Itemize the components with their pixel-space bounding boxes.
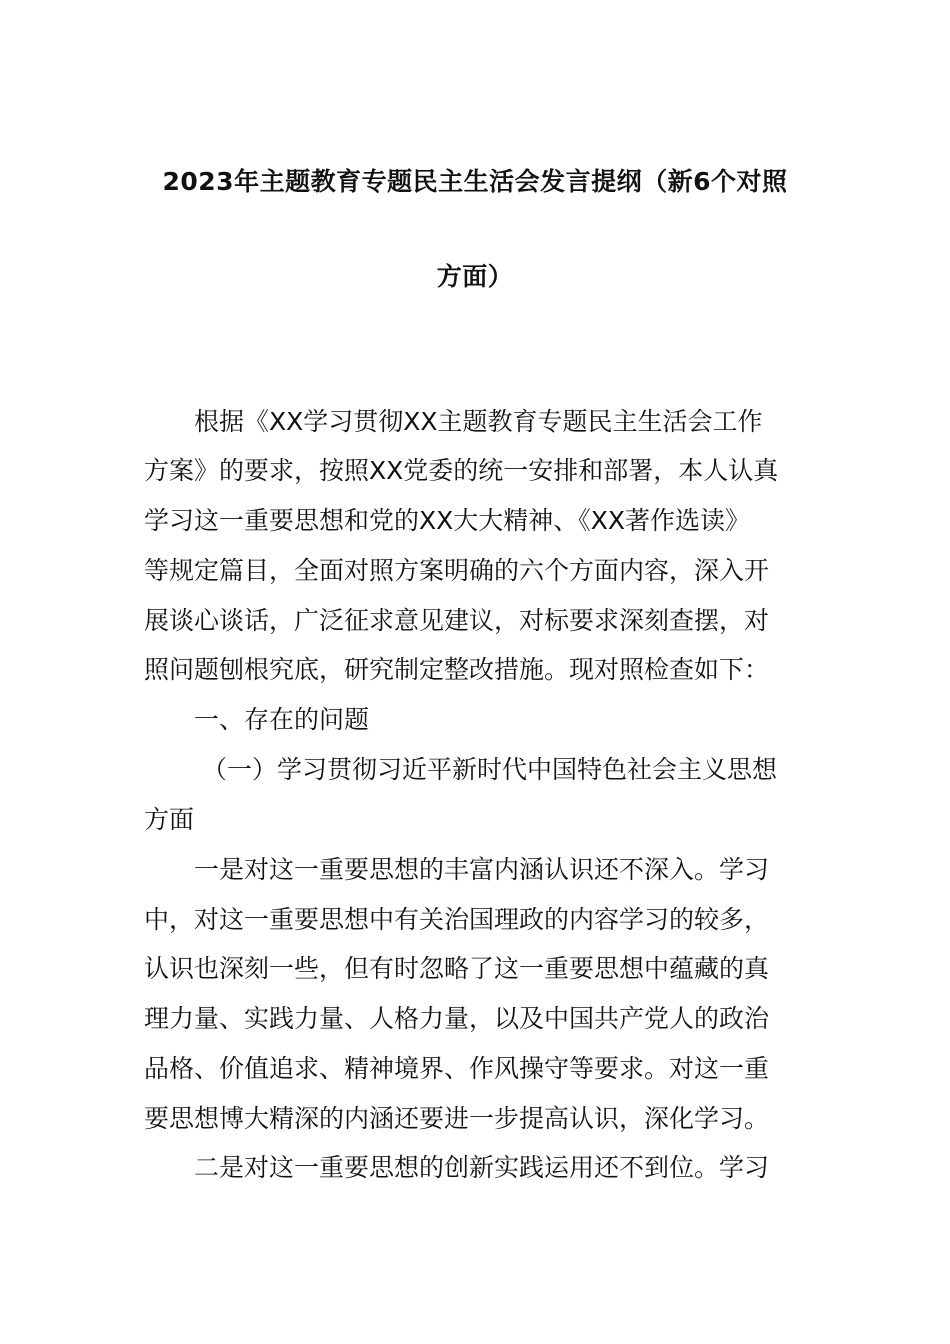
section-heading: 一、存在的问题	[194, 705, 370, 734]
body-line: 要思想博大精深的内涵还要进一步提高认识，深化学习。	[144, 1104, 770, 1133]
document-title-line-2: 方面）	[436, 262, 514, 291]
body-line: 展谈心谈话，广泛征求意见建议，对标要求深刻查摆，对	[144, 606, 770, 635]
body-line: 学习这一重要思想和党的XX大大精神、《XX著作选读》	[144, 506, 751, 535]
subsection-heading-cont: 方面	[144, 805, 195, 834]
body-line: 品格、价值追求、精神境界、作风操守等要求。对这一重	[144, 1054, 770, 1083]
body-line: 等规定篇目，全面对照方案明确的六个方面内容，深入开	[144, 556, 770, 585]
body-line: 照问题刨根究底，研究制定整改措施。现对照检查如下：	[144, 655, 770, 684]
body-line: 认识也深刻一些，但有时忽略了这一重要思想中蕴藏的真	[144, 954, 770, 983]
body-line: 一是对这一重要思想的丰富内涵认识还不深入。学习	[194, 855, 770, 884]
subsection-heading: （一）学习贯彻习近平新时代中国特色社会主义思想	[202, 755, 778, 784]
body-line: 中，对这一重要思想中有关治国理政的内容学习的较多，	[144, 905, 770, 934]
body-line: 理力量、实践力量、人格力量，以及中国共产党人的政治	[144, 1004, 770, 1033]
body-line: 方案》的要求，按照XX党委的统一安排和部署，本人认真	[144, 456, 779, 485]
body-line: 根据《XX学习贯彻XX主题教育专题民主生活会工作	[194, 407, 763, 436]
body-line: 二是对这一重要思想的创新实践运用还不到位。学习	[194, 1153, 770, 1182]
document-title-line-1: 2023年主题教育专题民主生活会发言提纲（新6个对照	[162, 167, 788, 196]
